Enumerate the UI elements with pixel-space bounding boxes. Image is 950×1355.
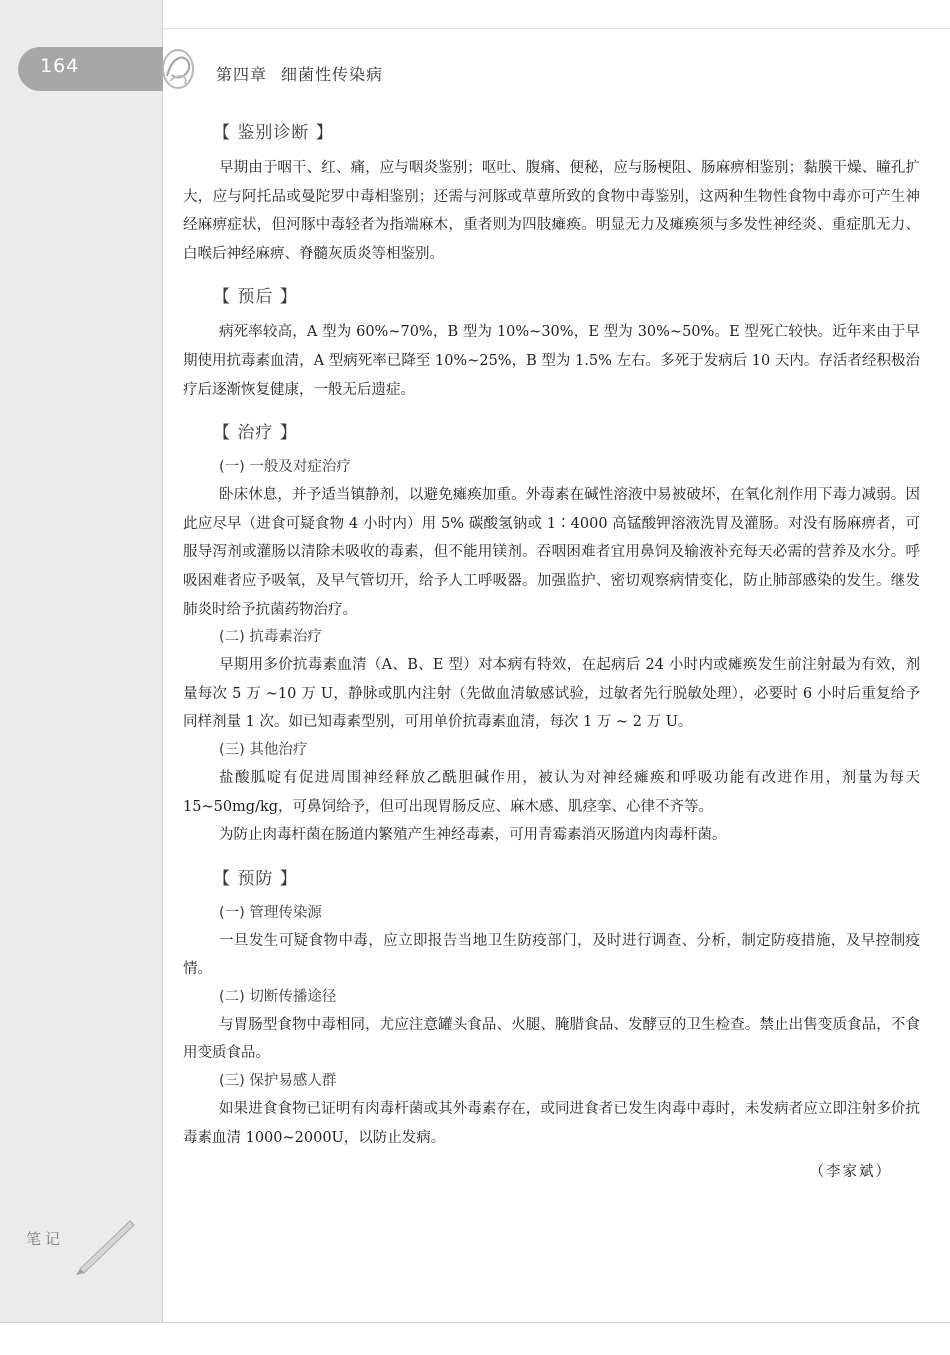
antitoxin-paragraph: 早期用多价抗毒素血清（A、B、E 型）对本病有特效，在起病后 24 小时内或瘫痪发生前注射最为有效，剂量每次 5 万 ~10 万 U，静脉或肌内注射（先做血清敏感试验，过敏者先行脱敏处理），必要时 6 小时后重复给予同样剂量 1 次。如已知毒素型别，可用单价抗毒素血清，每次 1 万 ~ 2 万 U。 (183, 657, 920, 731)
manage-source-paragraph: 一旦发生可疑食物中毒，应立即报告当地卫生防疫部门，及时进行调查、分析，制定防疫措施，及早控制疫情。 (183, 932, 920, 978)
header-rule (163, 28, 950, 29)
subheading-protect-susceptible: (三) 保护易感人群 (219, 1073, 337, 1090)
chapter-title (216, 62, 397, 85)
author-credit: （李家斌） (809, 1164, 892, 1181)
notes-margin (0, 0, 162, 1322)
penicillin-paragraph: 为防止肉毒杆菌在肠道内繁殖产生神经毒素，可用青霉素消灭肠道内肉毒杆菌。 (219, 827, 727, 844)
pen-icon (74, 1215, 136, 1275)
other-treatment-paragraph: 盐酸胍啶有促进周围神经释放乙酰胆碱作用，被认为对神经瘫痪和呼吸功能有改进作用，剂量为每天 15~50mg/kg，可鼻饲给予，但可出现胃肠反应、麻木感、肌痉挛、心律不齐等。 (183, 769, 920, 815)
heading-differential-diagnosis: 【 鉴别诊断 】 (213, 123, 334, 143)
chapter-name: 细菌性传染病 (281, 65, 384, 84)
protect-susceptible-paragraph: 如果进食食物已证明有肉毒杆菌或其外毒素存在，或同进食者已发生肉毒中毒时，未发病者应立即注射多价抗毒素血清 1000~2000U，以防止发病。 (183, 1101, 920, 1146)
notes-label: 笔记 (26, 1230, 65, 1248)
subheading-general-treatment: (一) 一般及对症治疗 (219, 459, 351, 476)
subheading-manage-source: (一) 管理传染源 (219, 904, 322, 921)
heading-prognosis: 【 预后 】 (213, 287, 298, 308)
subheading-other-treatment: (三) 其他治疗 (219, 741, 308, 758)
margin-divider (162, 0, 163, 1322)
subheading-cut-transmission: (二) 切断传播途径 (219, 988, 337, 1005)
chapter-number: 第四章 (216, 65, 268, 84)
footer-rule (0, 1322, 950, 1323)
differential-paragraph: 早期由于咽干、红、痛，应与咽炎鉴别；呕吐、腹痛、便秘，应与肠梗阻、肠麻痹相鉴别；黏膜干燥、瞳孔扩大，应与阿托品或曼陀罗中毒相鉴别；还需与河豚或草蕈所致的食物中毒鉴别，这两种生物性食物中毒亦可产生神经麻痹症状，但河豚中毒轻者为指端麻木，重者则为四肢瘫痪。明显无力及瘫痪须与多发性神经炎、重症肌无力、白喉后神经麻痹、脊髓灰质炎等相鉴别。 (183, 160, 920, 262)
subheading-antitoxin-treatment: (二) 抗毒素治疗 (219, 629, 322, 646)
prognosis-paragraph: 病死率较高，A 型为 60%~70%，B 型为 10%~30%，E 型为 30%~50%。E 型死亡较快。近年来由于早期使用抗毒素血清，A 型病死率已降至 10%~25%，B 型为 1.5% 左右。多死于发病后 10 天内。存活者经积极治疗后逐渐恢复健康，一般无后遗症。 (183, 324, 920, 398)
cut-transmission-paragraph: 与胃肠型食物中毒相同，尤应注意罐头食品、火腿、腌腊食品、发酵豆的卫生检查。禁止出售变质食品，不食用变质食品。 (183, 1016, 920, 1062)
page-body (183, 112, 920, 1187)
general-treatment-paragraph: 卧床休息，并予适当镇静剂，以避免瘫痪加重。外毒素在碱性溶液中易被破坏，在氧化剂作用下毒力减弱。因此应尽早（进食可疑食物 4 小时内）用 5% 碳酸氢钠或 1∶4000 高锰酸钾溶液洗胃及灌肠。对没有肠麻痹者，可服导泻剂或灌肠以清除未吸收的毒素，但不能用镁剂。吞咽困难者宜用鼻饲及输液补充每天必需的营养及水分。呼吸困难者应予吸氧，及早气管切开，给予人工呼吸器。加强监护、密切观察病情变化，防止肺部感染的发生。继发肺炎时给予抗菌药物治疗。 (183, 487, 920, 618)
heading-treatment: 【 治疗 】 (213, 423, 298, 444)
swirl-logo-icon (158, 46, 198, 92)
heading-prevention: 【 预防 】 (213, 868, 298, 889)
page-number: 164 (40, 55, 80, 77)
